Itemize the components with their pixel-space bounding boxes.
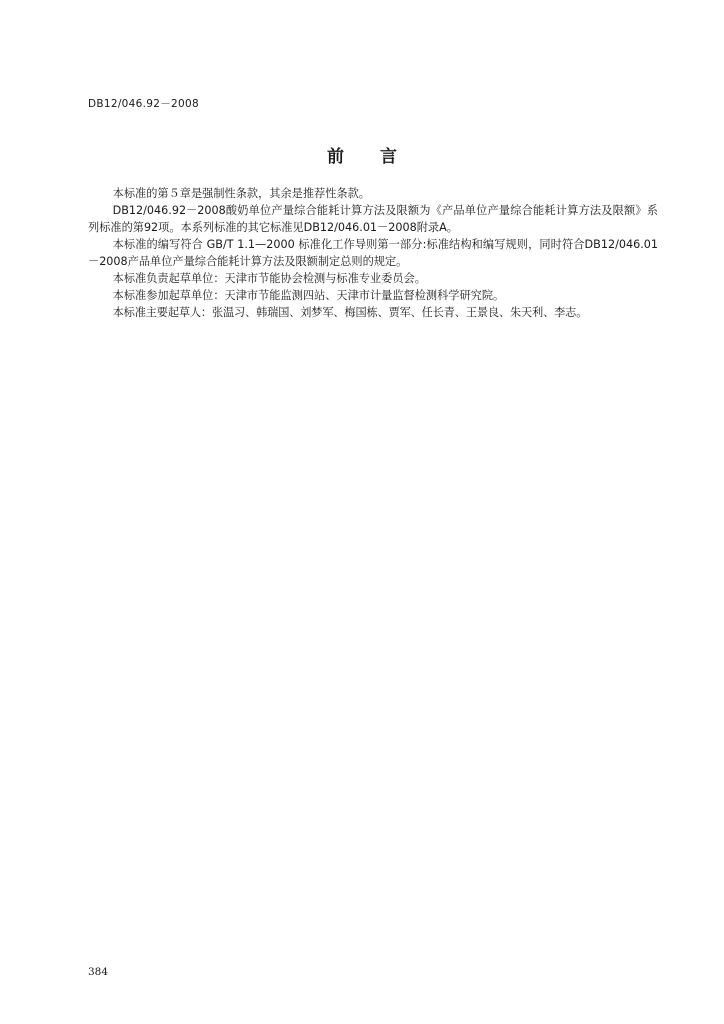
title-char-2: 言 [380,147,397,167]
page-title [0,142,724,167]
page-number: 384 [88,966,109,978]
foreword-body [88,185,658,321]
document-code: DB12/046.92－2008 [88,98,199,110]
paragraph-participating-drafters: 本标准参加起草单位：天津市节能监测四站、天津市计量监督检测科学研究院。 [112,289,505,302]
paragraph-main-drafters: 本标准主要起草人：张温习、韩瑞国、刘梦军、梅国栋、贾军、任长青、王景良、朱天利、李志。 [112,306,588,319]
title-char-1: 前 [327,147,344,167]
paragraph-standard-scope: DB12/046.92－2008酸奶单位产量综合能耗计算方法及限额为《产品单位产量综合能耗计算方法及限额》系列标准的第92项。本系列标准的其它标准见DB12/046.01－2008附录A。 [88,204,658,234]
paragraph-mandatory-clause: 本标准的第５章是强制性条款，其余是推荐性条款。 [112,187,370,200]
paragraph-compliance: 本标准的编写符合 GB/T 1.1—2000 标准化工作导则第一部分:标准结构和编写规则，同时符合DB12/046.01－2008产品单位产量综合能耗计算方法及限额制定总则的规定。 [88,238,658,268]
paragraph-lead-drafter: 本标准负责起草单位：天津市节能协会检测与标准专业委员会。 [112,272,426,285]
